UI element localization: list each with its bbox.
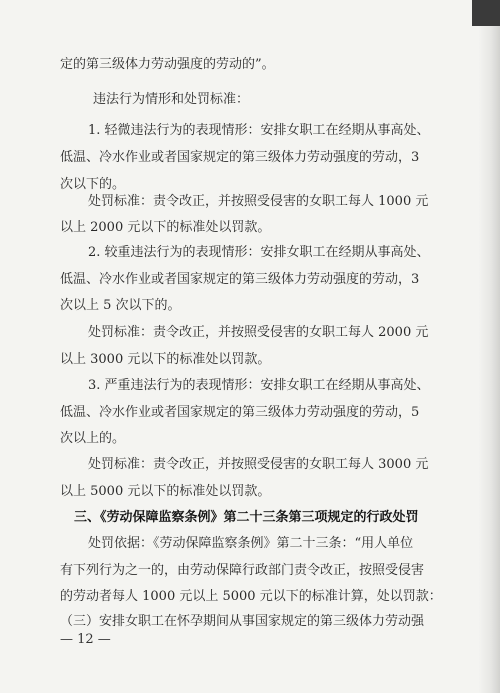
page-edge-shadow [478,0,500,693]
document-page: 定的第三级体力劳动强度的劳动的”。 违法行为情形和处罚标准： 1. 轻微违法行为的表现情形：安排女职工在经期从事高处、 低温、冷水作业或者国家规定的第三级体力劳动强度的劳动，3 次以下的。 处罚标准：责令改正，并按照受侵害的女职工每人 1000 元 以上 2000 元以下的标准处以罚款。 2. 较重违法行为的表现情形：安排女职工在经期从事高处、 低温、冷水作业或者国家规定的第三级体力劳动强度的劳动，3 次以上 5 次以下的。 处罚标准：责令改正，并按照受侵害的女职工每人 2000 元 以上 3000 元以下的标准处以罚款。 3. 严重违法行为的表现情形：安排女职工在经期从事高处、 低温、冷水作业或者国家规定的第三级体力劳动强度的劳动，5 次以上的。 处罚标准：责令改正，并按照受侵害的女职工每人 3000 元 以上 5000 元以下的标准处以罚款。 三、《劳动保障监察条例》第二十三条第三项规定的行政处罚 处罚依据：《劳动保障监察条例》第二十三条：“用人单位 有下列行为之一的，由劳动保障行政部门责令改正，按照受侵害 的劳动者每人 1000 元以上 5000 元以下的标准计算，处以罚款： （三）安排女职工在怀孕期间从事国家规定的第三级体力劳动强 — 12 — [0,0,500,693]
scan-corner-mark [472,0,500,26]
